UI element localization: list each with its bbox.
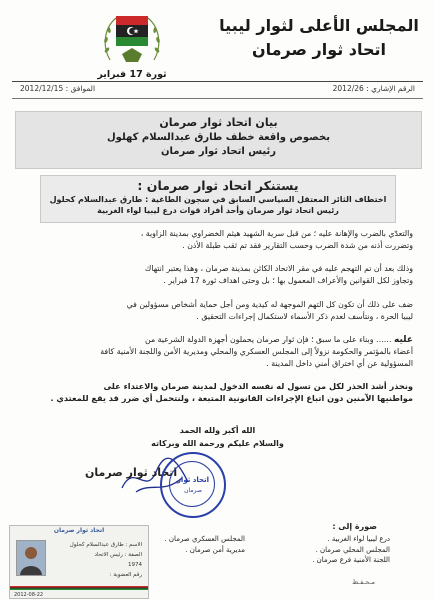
logo-caption: ثورة 17 فبراير <box>97 69 167 80</box>
paragraph-line: والتعدّي بالضرب والإهانة عليه ؛ من قبل سرية الشهيد هيثم الخضراوي بمدينة الزاوية ، <box>140 229 413 238</box>
header-divider <box>12 81 423 82</box>
paragraph-line: عليه …… وبناء على ما سبق ؛ فإن ثوار صرمان يحملون أجهزة الدولة الشرعية من <box>145 335 413 345</box>
header-divider-2 <box>12 98 423 99</box>
statement-title: بيان اتحاد ثوار صرمان <box>159 116 278 129</box>
paragraph-line: وتجاوز لكل القوانين والأعراف المعمول بها ؛ بل وحتى اهداف ثورة 17 فبراير . <box>163 276 413 286</box>
stamp-text-2: صرمان <box>184 487 202 494</box>
flag-stripe <box>10 586 148 590</box>
warning-paragraph <box>18 380 413 404</box>
paragraph-line: وذلك بعد أن تم التهجم عليه في مقر الاتحاد الكائن بمدينة صرمان ، وهذا يعتبر انتهاك <box>144 264 413 273</box>
id-card-header: اتحاد ثوار صرمان <box>53 527 105 534</box>
id-card-footer: 2012-08-22 <box>14 592 44 598</box>
id-card-photo <box>16 540 46 576</box>
statement-subject: بخصوص واقعة خطف طارق عبدالسلام كهلول <box>107 132 330 143</box>
id-card <box>9 525 149 599</box>
condemn-box <box>40 175 396 223</box>
paragraph-4 <box>21 334 413 371</box>
id-card-year: 1974 <box>128 562 142 568</box>
stamp-inner-ring <box>169 461 215 507</box>
paragraph-3 <box>21 299 413 323</box>
reference-number: الرقم الإشاري : 2012/26 <box>332 84 415 93</box>
paragraph-line: أعضاء بالمؤتمر والحكومة نزولاً إلى المجلس العسكري والمحلي ومديرية الأمن واللجنة الأمنية كافة <box>100 347 413 357</box>
revolution-logo-icon <box>98 6 166 68</box>
copy-recipient: مديرية أمن صرمان . <box>185 545 245 554</box>
stamp-text: اتحاد ثوار <box>176 476 210 484</box>
signature-name: اتحاد ثوار صرمان <box>85 466 178 479</box>
condemn-heading: يستنكر اتحاد ثوار صرمان : <box>137 178 299 193</box>
paragraph-line: ونحذر أشد الحذر لكل من تسول له نفسه الدخول لمدينة صرمان والاعتداء على <box>103 381 413 391</box>
paragraph-line: ليبيا الحرة ، ونتأسف لعدم ذكر الأسماء لاستكمال إجراءات التحقيق . <box>196 312 413 322</box>
union-title: اتحاد ثوار صرمان <box>251 40 387 59</box>
paragraph-2 <box>21 263 413 287</box>
copy-recipient: درع ليبيا لواء الغربية . <box>327 535 390 543</box>
copy-recipient: المجلس العسكري صرمان . <box>164 535 245 543</box>
official-stamp-icon <box>160 452 226 518</box>
document-date: الموافق : 2012/12/15 <box>20 84 96 93</box>
statement-role: رئيس اتحاد ثوار صرمان <box>160 146 277 157</box>
copies-list-mid <box>135 534 245 555</box>
paragraph-line: مواطنيها الآمنين دون اتباع الإجراءات القانونية المتبعة ، ولنتحمل أي ضرر قد يقع للمعتدي . <box>50 393 413 404</box>
file-note: مـحـفـظ <box>352 578 375 586</box>
copies-list-right <box>260 534 390 566</box>
paragraph-lead: عليه <box>394 335 413 345</box>
copy-recipient: المجلس المحلي صرمان . <box>315 545 390 554</box>
closing-takbir: الله أكبر ولله الحمد <box>179 426 256 435</box>
statement-box <box>15 111 422 169</box>
council-title: المجلس الأعلى لثوار ليبيا <box>219 16 419 35</box>
copy-recipient: اللجنة الأمنية فرع صرمان . <box>312 556 390 564</box>
paragraph-text: وبناء على ما سبق ؛ فإن ثوار صرمان يحملون أجهزة الدولة الشرعية من <box>145 335 374 344</box>
condemn-line-1: اختطاف الثائر المعتقل السياسي السابق في سجون الطاغية : طارق عبدالسلام كحلول <box>49 195 387 204</box>
id-card-name: الاسم : طارق عبدالسلام كحلول <box>69 542 142 548</box>
closing-greeting: والسلام عليكم ورحمة الله وبركاته <box>151 439 284 448</box>
paragraph-line: المسؤولية عن أي اختراق أمني داخل المدينة . <box>266 359 413 369</box>
id-card-member: رقم العضوية : <box>109 572 142 578</box>
condemn-line-2: رئيس اتحاد ثوار صرمان وأحد أفراد قوات درع ليبيا لواء الغربية <box>97 206 339 215</box>
paragraph-line: وتضررت أذنه من شدة الضرب وحسب التقارير فقد تم ثقب طبلة الأذن . <box>182 241 413 251</box>
paragraph-1 <box>21 228 413 252</box>
copies-title: صورة إلى : <box>332 522 377 531</box>
id-card-role: الصفة : رئيس الاتحاد <box>94 552 142 558</box>
paragraph-line: ضف على ذلك أن تكون كل التهم الموجهة له كيدية ومن أجل حماية أشخاص مسؤولين في <box>126 300 413 309</box>
person-photo-icon <box>17 541 45 575</box>
